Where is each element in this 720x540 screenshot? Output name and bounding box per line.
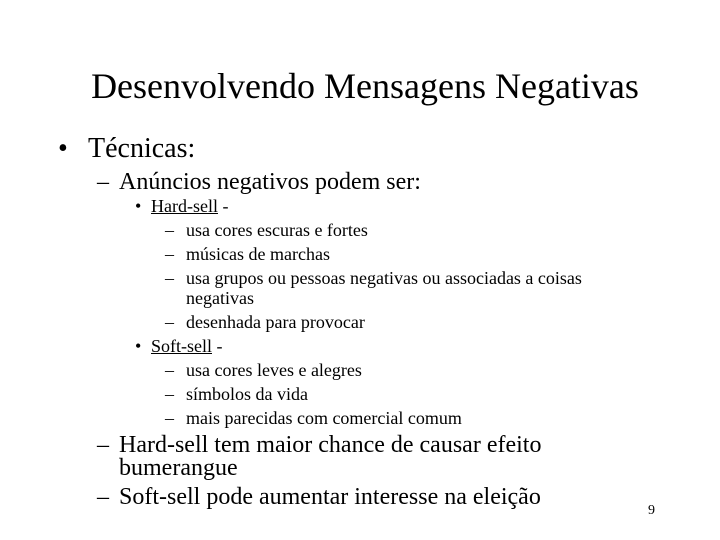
dash-marker: –	[97, 169, 109, 195]
bullet-marker: •	[58, 133, 68, 164]
conclusion-hard-sell-continuation: bumerangue	[119, 455, 238, 481]
soft-sell-item-text: usa cores leves e alegres	[186, 360, 362, 380]
slide-title: Desenvolvendo Mensagens Negativas	[91, 66, 639, 106]
conclusion-hard-sell-text: Hard-sell tem maior chance de causar efeito	[119, 432, 542, 458]
soft-sell-item-text: mais parecidas com comercial comum	[186, 408, 462, 428]
dash-marker: –	[165, 408, 174, 428]
soft-sell-label: Soft-sell	[151, 336, 212, 356]
hard-sell-item-text: músicas de marchas	[186, 244, 330, 264]
hard-sell-item-continuation: negativas	[186, 288, 254, 308]
hard-sell-item-text: usa cores escuras e fortes	[186, 220, 368, 240]
bullet-marker: •	[135, 336, 142, 356]
dash-marker: –	[165, 384, 174, 404]
soft-sell-item-text: símbolos da vida	[186, 384, 308, 404]
hard-sell-item-text: desenhada para provocar	[186, 312, 365, 332]
sub-bullet-anuncios-text: Anúncios negativos podem ser:	[119, 169, 421, 195]
hard-sell-label: Hard-sell	[151, 196, 218, 216]
dash-marker: –	[97, 484, 109, 510]
hard-sell-item-text: usa grupos ou pessoas negativas ou associadas a coisas	[186, 268, 582, 288]
dash-marker: –	[165, 312, 174, 332]
bullet-tecnicas-text: Técnicas:	[88, 133, 196, 164]
hard-sell-suffix: -	[217, 196, 229, 216]
dash-marker: –	[97, 432, 109, 458]
dash-marker: –	[165, 220, 174, 240]
bullet-marker: •	[135, 196, 142, 216]
dash-marker: –	[165, 360, 174, 380]
conclusion-soft-sell-text: Soft-sell pode aumentar interesse na eleição	[119, 484, 541, 510]
soft-sell-suffix: -	[212, 336, 223, 356]
dash-marker: –	[165, 268, 174, 288]
dash-marker: –	[165, 244, 174, 264]
page-number: 9	[648, 503, 655, 518]
